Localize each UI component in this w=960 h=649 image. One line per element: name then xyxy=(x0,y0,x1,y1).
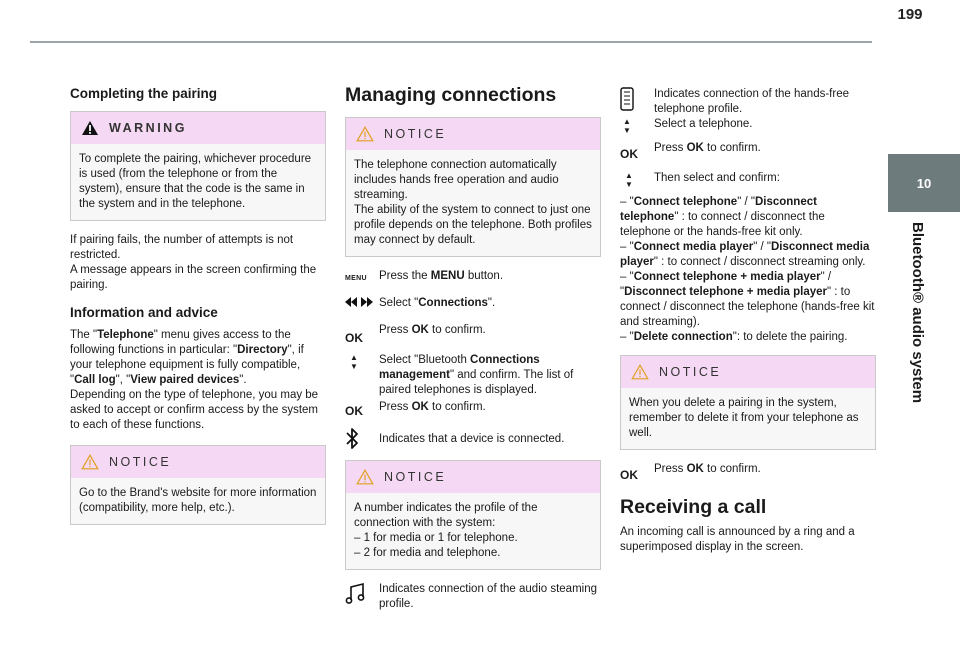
option-connect-media-player: – "Connect media player" / "Disconnect media player" : to connect / disconnect streaming only. xyxy=(620,241,870,268)
column-3 xyxy=(620,87,876,555)
notice-icon xyxy=(356,126,374,142)
phone-handset-icon xyxy=(620,87,634,111)
info-text-1: The " xyxy=(70,329,98,341)
notice-box-body xyxy=(71,478,325,524)
step-ok-confirm-2: OK Press OK to confirm. xyxy=(345,401,486,418)
info-text-4: ", " xyxy=(115,374,131,386)
step-ok-confirm-1: OK Press OK to confirm. xyxy=(345,324,486,345)
connection-options-list xyxy=(620,195,876,345)
pairing-confirm-text: A message appears in the screen confirming the pairing. xyxy=(70,264,317,291)
warning-label: WARNING xyxy=(109,121,187,135)
down-arrow-icon: ▼ xyxy=(623,126,631,135)
connected-text: Indicates that a device is connected. xyxy=(379,433,565,445)
notice-box-header xyxy=(346,118,600,150)
ok-button-icon: OK xyxy=(620,468,638,482)
notice-box-body xyxy=(621,388,875,449)
notice-label: NOTICE xyxy=(384,470,447,484)
select-telephone-text: Select a telephone. xyxy=(654,118,753,130)
chapter-number: 10 xyxy=(916,175,932,191)
bluetooth-icon xyxy=(345,426,359,452)
heading-completing-pairing: Completing the pairing xyxy=(70,86,217,101)
down-arrow-icon: ▼ xyxy=(625,180,633,189)
warning-box-header xyxy=(71,112,325,144)
notice-box-brand xyxy=(70,445,326,525)
page-number: 199 xyxy=(897,6,923,23)
option-connect-telephone: – "Connect telephone" / "Disconnect telephone" : to connect / disconnect the telephone or the hands-free kit only. xyxy=(620,196,825,238)
ok-button-icon: OK xyxy=(345,331,363,345)
ok-button-icon: OK xyxy=(345,404,363,418)
notice-label: NOTICE xyxy=(109,455,172,469)
music-note-icon xyxy=(345,582,365,606)
heading-information-advice: Information and advice xyxy=(70,305,218,320)
info-text-3: ", if your telephone equipment is fully compatible, " xyxy=(70,344,304,386)
info-bold-call-log: Call log xyxy=(74,374,116,386)
info-text-5: ". xyxy=(239,374,247,386)
info-bold-view-paired: View paired devices xyxy=(130,374,240,386)
step-ok-confirm-3: OK Press OK to confirm. xyxy=(620,142,761,161)
step-press-menu: MENU Press the MENU button. xyxy=(345,270,504,282)
notice-label: NOTICE xyxy=(659,365,722,379)
warning-box xyxy=(70,111,326,221)
notice-box-header xyxy=(621,356,875,388)
step-ok-confirm-4: OK Press OK to confirm. xyxy=(620,463,761,482)
then-select-text: Then select and confirm: xyxy=(654,172,780,184)
column-2 xyxy=(345,82,601,620)
step-device-connected xyxy=(345,426,601,452)
notice-text: A number indicates the profile of the connection with the system: xyxy=(354,502,538,529)
notice-text-1: The telephone connection automatically includes hands free operation and audio streaming. xyxy=(354,159,559,201)
header-rule xyxy=(30,41,872,43)
notice-box-header xyxy=(71,446,325,478)
handsfree-text: Indicates connection of the hands-free telephone profile. xyxy=(654,88,849,115)
warning-icon xyxy=(81,120,99,136)
notice-label: NOTICE xyxy=(384,127,447,141)
column-1 xyxy=(70,80,326,537)
warning-text: To complete the pairing, whichever procedure is used (from the telephone or from the system), ensure that the code is the same in the system and in the telephone. xyxy=(79,153,312,210)
info-bold-directory: Directory xyxy=(237,344,288,356)
option-delete-connection: – "Delete connection": to delete the pairing. xyxy=(620,331,848,343)
notice-box-header xyxy=(346,461,600,493)
step-select-connections: Select "Connections". xyxy=(345,296,601,311)
notice-text: Go to the Brand's website for more information (compatibility, more help, etc.). xyxy=(79,487,317,514)
step-bluetooth-management: ▲ ▼ Select "Bluetooth Connections management" and confirm. The list of paired telephones is displayed. xyxy=(345,353,601,398)
info-paragraph xyxy=(70,328,326,388)
notice-list-item: – 2 for media and telephone. xyxy=(354,547,501,559)
notice-box-profile-number xyxy=(345,460,601,570)
down-arrow-icon: ▼ xyxy=(350,362,358,371)
notice-box-body xyxy=(346,493,600,569)
chapter-title: Bluetooth® audio system xyxy=(909,222,926,404)
notice-text: When you delete a pairing in the system, remember to delete it from your telephone as well. xyxy=(629,397,859,439)
step-audio-streaming xyxy=(345,582,601,612)
pairing-fail-text: If pairing fails, the number of attempts is not restricted. xyxy=(70,234,294,261)
option-connect-both: – "Connect telephone + media player" / "Disconnect telephone + media player" : to connect / disconnect the telephone (hands-free kit and streaming). xyxy=(620,271,875,328)
ok-button-icon: OK xyxy=(620,147,638,161)
notice-icon xyxy=(631,364,649,380)
chapter-tab xyxy=(888,154,960,212)
menu-button-icon: MENU xyxy=(345,275,367,282)
receiving-call-text: An incoming call is announced by a ring and a superimposed display in the screen. xyxy=(620,526,855,553)
info-paragraph-2: Depending on the type of telephone, you may be asked to accept or confirm access by the system to each of these functions. xyxy=(70,389,319,431)
up-arrow-icon: ▲ xyxy=(350,353,358,362)
left-right-arrows-icon xyxy=(345,296,373,308)
notice-list-item: – 1 for media or 1 for telephone. xyxy=(354,532,518,544)
up-arrow-icon: ▲ xyxy=(625,171,633,180)
chapter-title-wrapper xyxy=(908,222,928,402)
heading-receiving-call: Receiving a call xyxy=(620,496,767,518)
audio-streaming-text: Indicates connection of the audio steaming profile. xyxy=(379,583,598,610)
warning-box-body xyxy=(71,144,325,220)
notice-icon xyxy=(81,454,99,470)
notice-icon xyxy=(356,469,374,485)
info-bold-telephone: Telephone xyxy=(97,329,154,341)
notice-text-2: The ability of the system to connect to just one profile depends on the telephone. Both profiles may connect by default. xyxy=(354,204,592,246)
step-handsfree-profile xyxy=(620,87,876,135)
notice-box-delete-pairing xyxy=(620,355,876,450)
info-text-2: " menu gives access to the following functions in particular: " xyxy=(70,329,291,356)
step-then-select xyxy=(620,171,876,189)
heading-managing-connections: Managing connections xyxy=(345,84,557,106)
notice-box-connection xyxy=(345,117,601,257)
notice-box-body xyxy=(346,150,600,256)
up-arrow-icon: ▲ xyxy=(623,117,631,126)
